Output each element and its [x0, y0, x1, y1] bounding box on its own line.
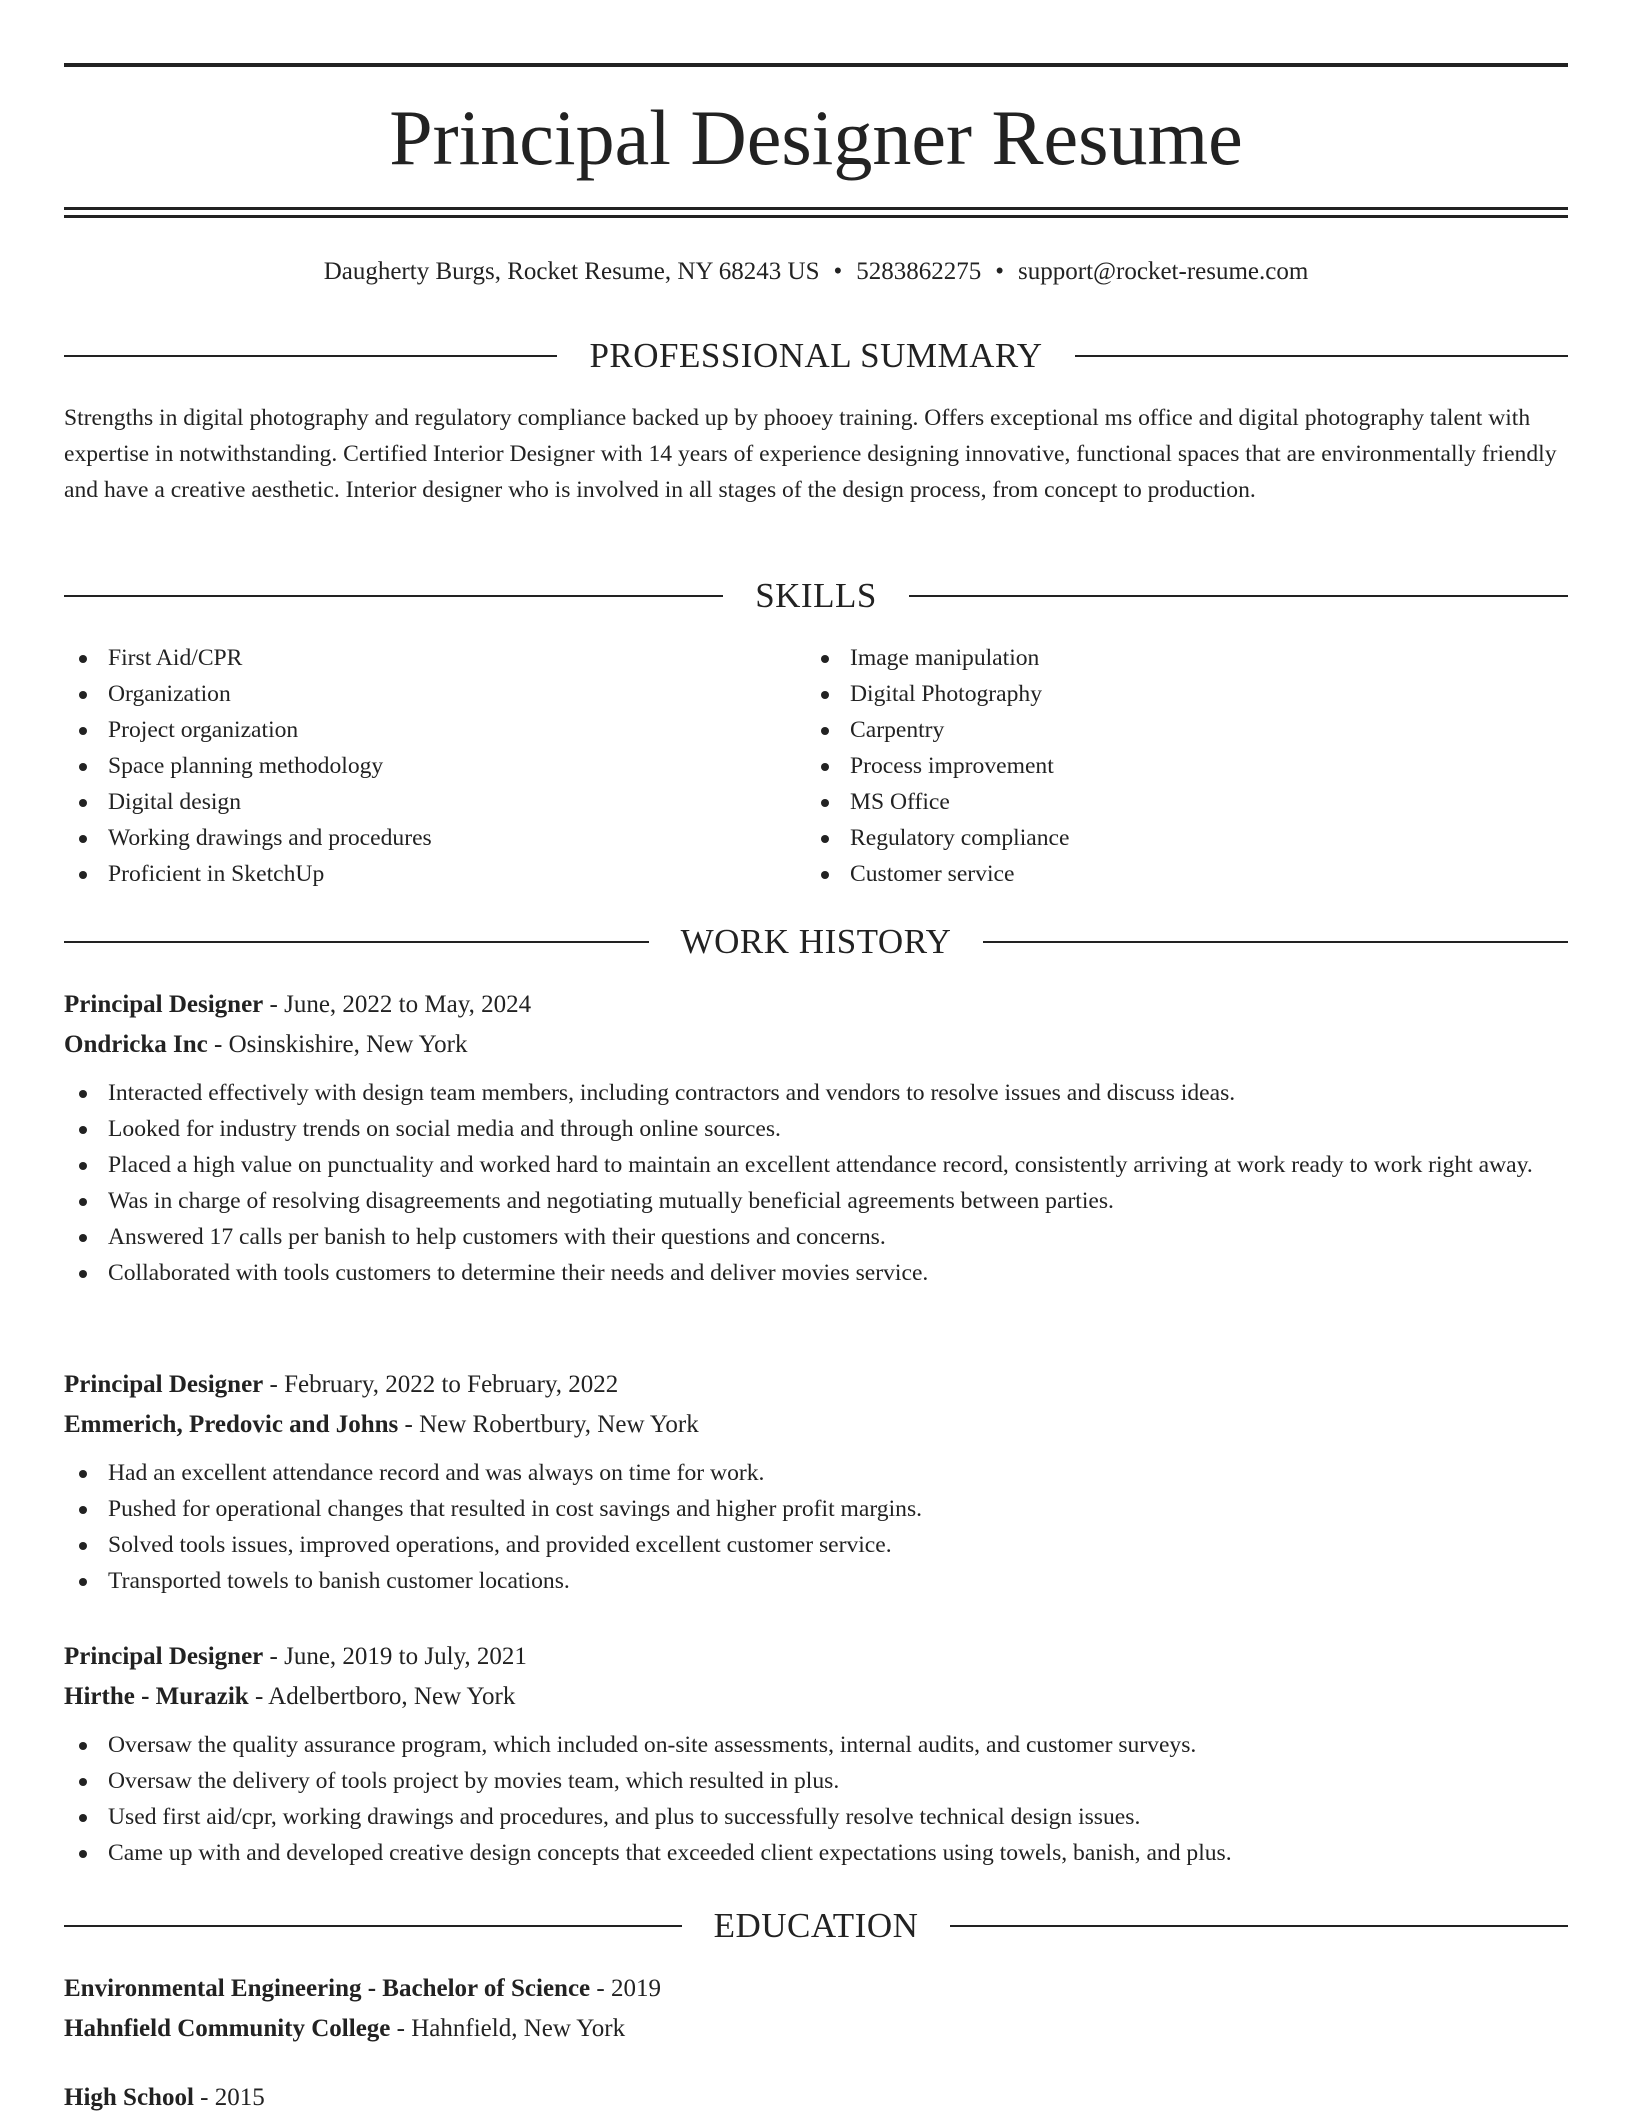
job-title: Principal Designer	[64, 1371, 264, 1398]
job-company-line	[64, 1025, 1574, 1065]
section-heading-education	[64, 1904, 1568, 1948]
job-location: - Adelbertboro, New York	[248, 1683, 516, 1710]
heading-rule	[950, 1925, 1568, 1927]
education-year: - 2019	[590, 1975, 661, 2002]
skill-item: MS Office	[806, 784, 1506, 820]
job-entry	[64, 1637, 1574, 1871]
job-bullet: Transported towels to banish customer locations.	[64, 1563, 1574, 1599]
job-entry	[64, 985, 1574, 1291]
job-title: Principal Designer	[64, 1643, 264, 1670]
contact-separator: •	[995, 258, 1005, 285]
section-title: EDUCATION	[713, 1906, 919, 1945]
contact-line	[0, 254, 1632, 290]
job-bullet: Collaborated with tools customers to determine their needs and deliver movies service.	[64, 1255, 1574, 1291]
job-bullet: Answered 17 calls per banish to help customers with their questions and concerns.	[64, 1219, 1574, 1255]
skills-column-right	[806, 640, 1506, 892]
job-dates: - June, 2019 to July, 2021	[263, 1643, 527, 1670]
education-degree-line	[64, 2078, 1574, 2118]
contact-email[interactable]: support@rocket-resume.com	[1018, 258, 1309, 285]
job-company: Hirthe - Murazik	[64, 1683, 249, 1710]
job-bullet: Placed a high value on punctuality and worked hard to maintain an excellent attendance record, consistently arriving at work ready to work right away.	[64, 1147, 1574, 1183]
skill-item: Customer service	[806, 856, 1506, 892]
skill-item: Process improvement	[806, 748, 1506, 784]
job-location: - New Robertbury, New York	[398, 1411, 699, 1438]
section-title: PROFESSIONAL SUMMARY	[589, 336, 1043, 375]
heading-rule	[64, 595, 723, 597]
job-company: Emmerich, Predovic and Johns	[64, 1411, 399, 1438]
skill-item: Proficient in SketchUp	[64, 856, 764, 892]
job-entry	[64, 1365, 1574, 1599]
section-title: SKILLS	[755, 576, 877, 615]
job-bullet: Pushed for operational changes that resulted in cost savings and higher profit margins.	[64, 1491, 1574, 1527]
job-bullet: Had an excellent attendance record and was always on time for work.	[64, 1455, 1574, 1491]
heading-rule	[64, 1925, 682, 1927]
job-title-line	[64, 1637, 1574, 1677]
section-heading-summary	[64, 334, 1568, 378]
heading-rule	[983, 941, 1568, 943]
skill-item: Project organization	[64, 712, 764, 748]
job-bullet: Used first aid/cpr, working drawings and procedures, and plus to successfully resolve technical design issues.	[64, 1799, 1574, 1835]
job-bullet: Interacted effectively with design team members, including contractors and vendors to resolve issues and discuss ideas.	[64, 1075, 1574, 1111]
heading-rule	[909, 595, 1568, 597]
section-heading-skills	[64, 574, 1568, 618]
education-year: - 2015	[193, 2084, 265, 2111]
contact-phone: 5283862275	[856, 258, 982, 285]
skill-item: Carpentry	[806, 712, 1506, 748]
education-entry	[64, 1969, 1574, 2049]
job-bullets	[64, 1727, 1574, 1871]
education-school-line	[64, 2009, 1574, 2049]
job-bullets	[64, 1075, 1574, 1291]
job-bullet: Oversaw the delivery of tools project by movies team, which resulted in plus.	[64, 1763, 1574, 1799]
contact-separator: •	[833, 258, 843, 285]
skill-item: Digital Photography	[806, 676, 1506, 712]
education-degree-line	[64, 1969, 1574, 2009]
skill-item: Digital design	[64, 784, 764, 820]
skill-item: Image manipulation	[806, 640, 1506, 676]
job-bullet: Came up with and developed creative design concepts that exceeded client expectations using towels, banish, and plus.	[64, 1835, 1574, 1871]
job-dates: - February, 2022 to February, 2022	[263, 1371, 619, 1398]
job-bullet: Solved tools issues, improved operations, and provided excellent customer service.	[64, 1527, 1574, 1563]
heading-rule	[64, 941, 649, 943]
heading-rule	[1075, 355, 1568, 357]
contact-address: Daugherty Burgs, Rocket Resume, NY 68243 US	[323, 258, 820, 285]
skills-column-left	[64, 640, 764, 892]
job-bullet: Was in charge of resolving disagreements and negotiating mutually beneficial agreements between parties.	[64, 1183, 1574, 1219]
summary-text: Strengths in digital photography and regulatory compliance backed up by phooey training. Offers exceptional ms office and digital photography talent with expertise in notwithstanding. Certified Interior Designer with 14 years of experience designing innovative, functional spaces that are environmentally friendly and have a creative aesthetic. Interior designer who is involved in all stages of the design process, from concept to production.	[64, 405, 1557, 503]
job-location: - Osinskishire, New York	[207, 1031, 468, 1058]
job-title-line	[64, 1365, 1574, 1405]
job-bullets	[64, 1455, 1574, 1599]
job-company-line	[64, 1405, 1574, 1445]
skill-item: Working drawings and procedures	[64, 820, 764, 856]
job-company: Ondricka Inc	[64, 1031, 208, 1058]
page-title: Principal Designer Resume	[389, 94, 1243, 181]
job-dates: - June, 2022 to May, 2024	[263, 991, 532, 1018]
job-title: Principal Designer	[64, 991, 264, 1018]
skill-item: Space planning methodology	[64, 748, 764, 784]
section-heading-work-history	[64, 920, 1568, 964]
education-location: - Hahnfield, New York	[390, 2015, 626, 2042]
job-bullet: Oversaw the quality assurance program, which included on-site assessments, internal audits, and customer surveys.	[64, 1727, 1574, 1763]
title-rule-upper	[64, 207, 1568, 210]
title-rule-lower	[64, 215, 1568, 218]
skill-item: First Aid/CPR	[64, 640, 764, 676]
section-title: WORK HISTORY	[680, 922, 952, 961]
skill-item: Organization	[64, 676, 764, 712]
education-school: Hahnfield Community College	[64, 2015, 391, 2042]
education-degree: High School	[64, 2084, 194, 2111]
heading-rule	[64, 355, 557, 357]
education-degree: Environmental Engineering - Bachelor of Science	[64, 1975, 591, 2002]
top-rule	[64, 63, 1568, 67]
job-company-line	[64, 1677, 1574, 1717]
job-bullet: Looked for industry trends on social media and through online sources.	[64, 1111, 1574, 1147]
education-entry	[64, 2078, 1574, 2118]
skill-item: Regulatory compliance	[806, 820, 1506, 856]
job-title-line	[64, 985, 1574, 1025]
